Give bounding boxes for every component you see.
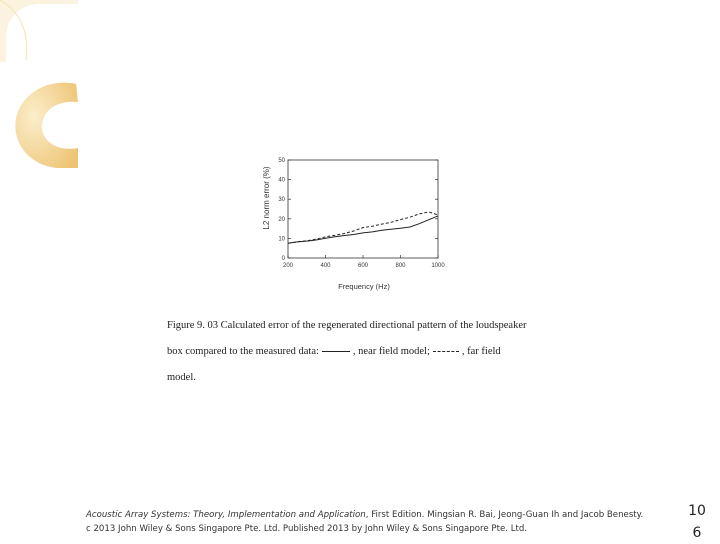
series-line-2 (288, 212, 438, 243)
x-tick-label: 400 (320, 263, 331, 269)
citation-line-1 (86, 508, 676, 522)
x-tick-label: 1000 (431, 263, 445, 269)
y-axis-label: L2 norm error (%) (262, 166, 271, 230)
y-tick-label: 40 (278, 177, 285, 184)
citation-line-2: c 2013 John Wiley & Sons Singapore Pte. Ltd. Published 2013 by John Wiley & Sons Singapore Pte. Ltd. (86, 524, 528, 534)
caption-line-2 (167, 339, 543, 365)
legend-solid-line (322, 351, 350, 352)
x-tick-label: 200 (282, 263, 294, 269)
caption-line-3: model. (167, 372, 196, 383)
y-tick-label: 30 (278, 197, 285, 204)
caption-text-a: box compared to the measured data: (167, 346, 319, 357)
chart-axes (288, 160, 438, 258)
caption-text-c: , far field (461, 346, 501, 357)
x-tick-label: 600 (357, 263, 369, 269)
citation-authors: , First Edition. Mingsian R. Bai, Jeong-Guan Ih and Jacob Benesty. (365, 510, 644, 520)
y-tick-label: 0 (281, 256, 285, 262)
legend-dashed-line (433, 351, 459, 352)
corner-decoration (0, 0, 90, 180)
error-chart (250, 150, 450, 295)
y-tick-label: 50 (278, 158, 285, 164)
y-tick-label: 10 (278, 236, 285, 243)
series-line-1 (288, 216, 438, 243)
citation-footer (86, 508, 676, 536)
page-number: 10 6 (688, 503, 706, 541)
chart-series (288, 212, 438, 243)
caption-line-1: Figure 9. 03 Calculated error of the regenerated directional pattern of the loudspeaker (167, 320, 527, 331)
plot-frame (288, 160, 438, 258)
x-axis-label: Frequency (Hz) (338, 282, 390, 291)
caption-text-b: , near field model; (352, 346, 430, 357)
x-tick-label: 800 (395, 263, 406, 269)
figure-caption (167, 313, 543, 391)
gold-crescent (15, 83, 78, 168)
y-tick-label: 20 (278, 216, 285, 223)
book-title: Acoustic Array Systems: Theory, Implementation and Application (86, 510, 366, 520)
